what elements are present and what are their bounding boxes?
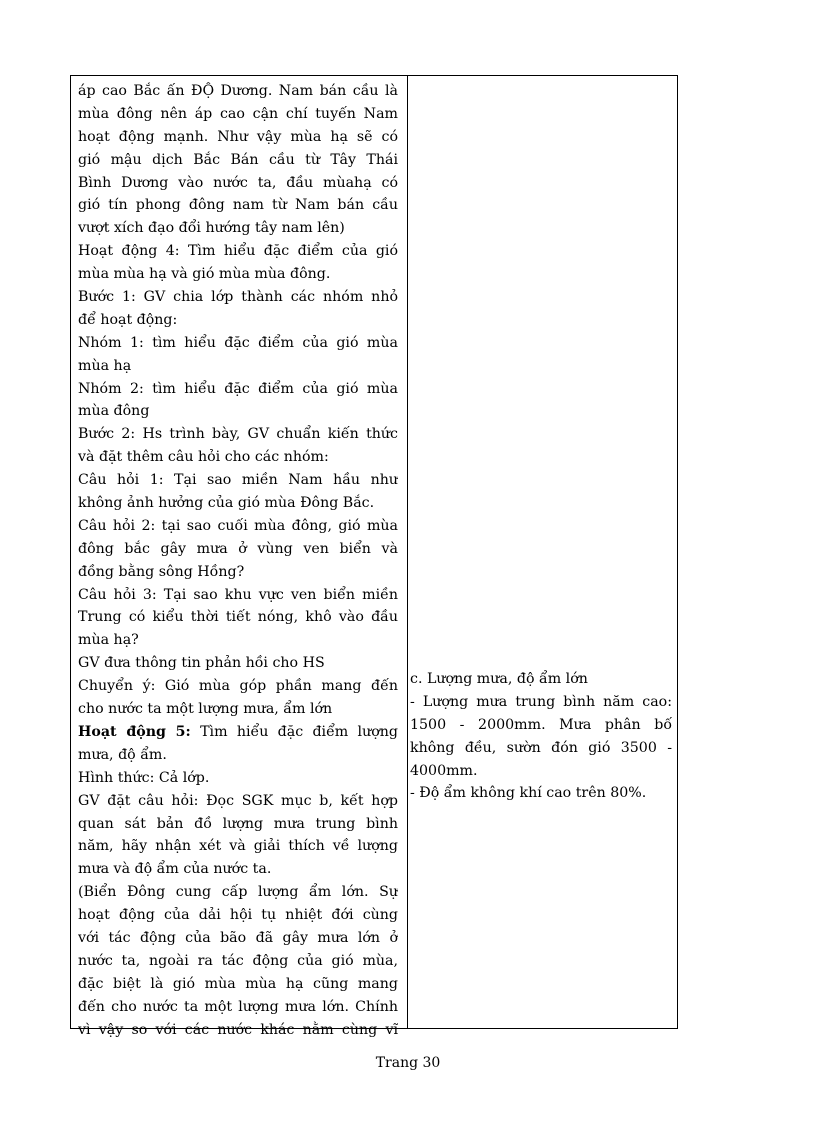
left-line: cho nước ta một lượng mưa, ẩm lớn xyxy=(78,701,333,718)
left-line: GV đưa thông tin phản hồi cho HS xyxy=(78,655,325,672)
left-line: đặc biệt là gió mùa mùa hạ cũng mang xyxy=(78,975,398,992)
left-line: và đặt thêm câu hỏi cho các nhóm: xyxy=(78,449,329,466)
left-line: Câu hỏi 2: tại sao cuối mùa đông, gió mùa xyxy=(78,517,398,534)
left-line: Hoạt động 4: Tìm hiểu đặc điểm của gió xyxy=(78,243,398,260)
left-line: áp cao Bắc ấn ĐỘ Dương. Nam bán cầu là xyxy=(78,83,398,99)
right-line: c. Lượng mưa, độ ẩm lớn xyxy=(410,671,588,687)
left-line: đồng bằng sông Hồng? xyxy=(78,563,245,580)
left-line: mưa và độ ẩm của nước ta. xyxy=(78,861,272,878)
left-line: mưa, độ ẩm. xyxy=(78,746,167,763)
right-line: - Lượng mưa trung bình năm cao: xyxy=(410,693,672,710)
left-line: Câu hỏi 3: Tại sao khu vực ven biển miền xyxy=(78,586,398,603)
left-line: mùa đông xyxy=(78,403,150,420)
left-line: mùa đông nên áp cao cận chí tuyến Nam xyxy=(78,105,398,122)
activity-5-heading xyxy=(78,721,398,744)
teacher-activity-column xyxy=(78,80,398,1041)
left-line: không ảnh hưởng của gió mùa Đông Bắc. xyxy=(78,495,375,512)
left-line: Chuyển ý: Gió mùa góp phần mang đến xyxy=(78,678,398,695)
left-line: Bước 1: GV chia lớp thành các nhóm nhỏ xyxy=(78,289,398,306)
left-line: mùa hạ? xyxy=(78,632,139,649)
activity-5-text: Tìm hiểu đặc điểm lượng xyxy=(190,723,398,740)
left-line: đông bắc gây mưa ở vùng ven biển và xyxy=(78,540,398,557)
right-line: - Độ ẩm không khí cao trên 80%. xyxy=(410,785,647,802)
right-line: 4000mm. xyxy=(410,762,478,779)
left-line: Bước 2: Hs trình bày, GV chuẩn kiến thức xyxy=(78,426,398,443)
left-line: gió tín phong đông nam từ Nam bán cầu xyxy=(78,197,398,214)
left-line: hoạt động của dải hội tụ nhiệt đới cùng xyxy=(78,907,398,924)
content-table xyxy=(70,75,678,1038)
left-line: với tác động của bão đã gây mưa lớn ở xyxy=(78,929,398,946)
left-line: (Biển Đông cung cấp lượng ẩm lớn. Sự xyxy=(78,884,398,901)
right-line: không đều, sườn đón gió 3500 - xyxy=(410,739,672,756)
left-line: để hoạt động: xyxy=(78,311,178,328)
left-line: Nhóm 2: tìm hiểu đặc điểm của gió mùa xyxy=(78,380,398,397)
left-line: năm, hãy nhận xét và giải thích về lượng xyxy=(78,838,398,855)
content-column xyxy=(410,668,672,805)
left-line: hoạt động mạnh. Như vậy mùa hạ sẽ có xyxy=(78,128,398,145)
right-line: 1500 - 2000mm. Mưa phân bố xyxy=(410,716,672,733)
left-line: đến cho nước ta một lượng mưa lớn. Chính xyxy=(78,998,398,1015)
page-number: Trang 30 xyxy=(375,1055,441,1071)
left-line: gió mậu dịch Bắc Bán cầu từ Tây Thái xyxy=(78,151,398,168)
left-line: Câu hỏi 1: Tại sao miền Nam hầu như xyxy=(78,472,398,489)
left-line: Hình thức: Cả lớp. xyxy=(78,769,210,786)
left-line: Bình Dương vào nước ta, đầu mùahạ có xyxy=(78,174,398,191)
left-line: mùa hạ xyxy=(78,357,132,374)
left-line: GV đặt câu hỏi: Đọc SGK mục b, kết hợp xyxy=(78,792,398,809)
left-line: Nhóm 1: tìm hiểu đặc điểm của gió mùa xyxy=(78,334,398,351)
column-divider xyxy=(407,76,408,1028)
left-line: nước ta, ngoài ra tác động của gió mùa, xyxy=(78,952,398,969)
left-line: Trung có kiểu thời tiết nóng, khô vào đầu xyxy=(78,609,398,626)
activity-5-label: Hoạt động 5: xyxy=(78,723,191,740)
left-line: vượt xích đạo đổi hướng tây nam lên) xyxy=(78,220,345,237)
left-line: mùa mùa hạ và gió mùa mùa đông. xyxy=(78,266,331,283)
left-line: quan sát bản đồ lượng mưa trung bình xyxy=(78,815,398,832)
left-line: vì vậy so với các nước khác nằm cùng vĩ xyxy=(78,1021,398,1038)
